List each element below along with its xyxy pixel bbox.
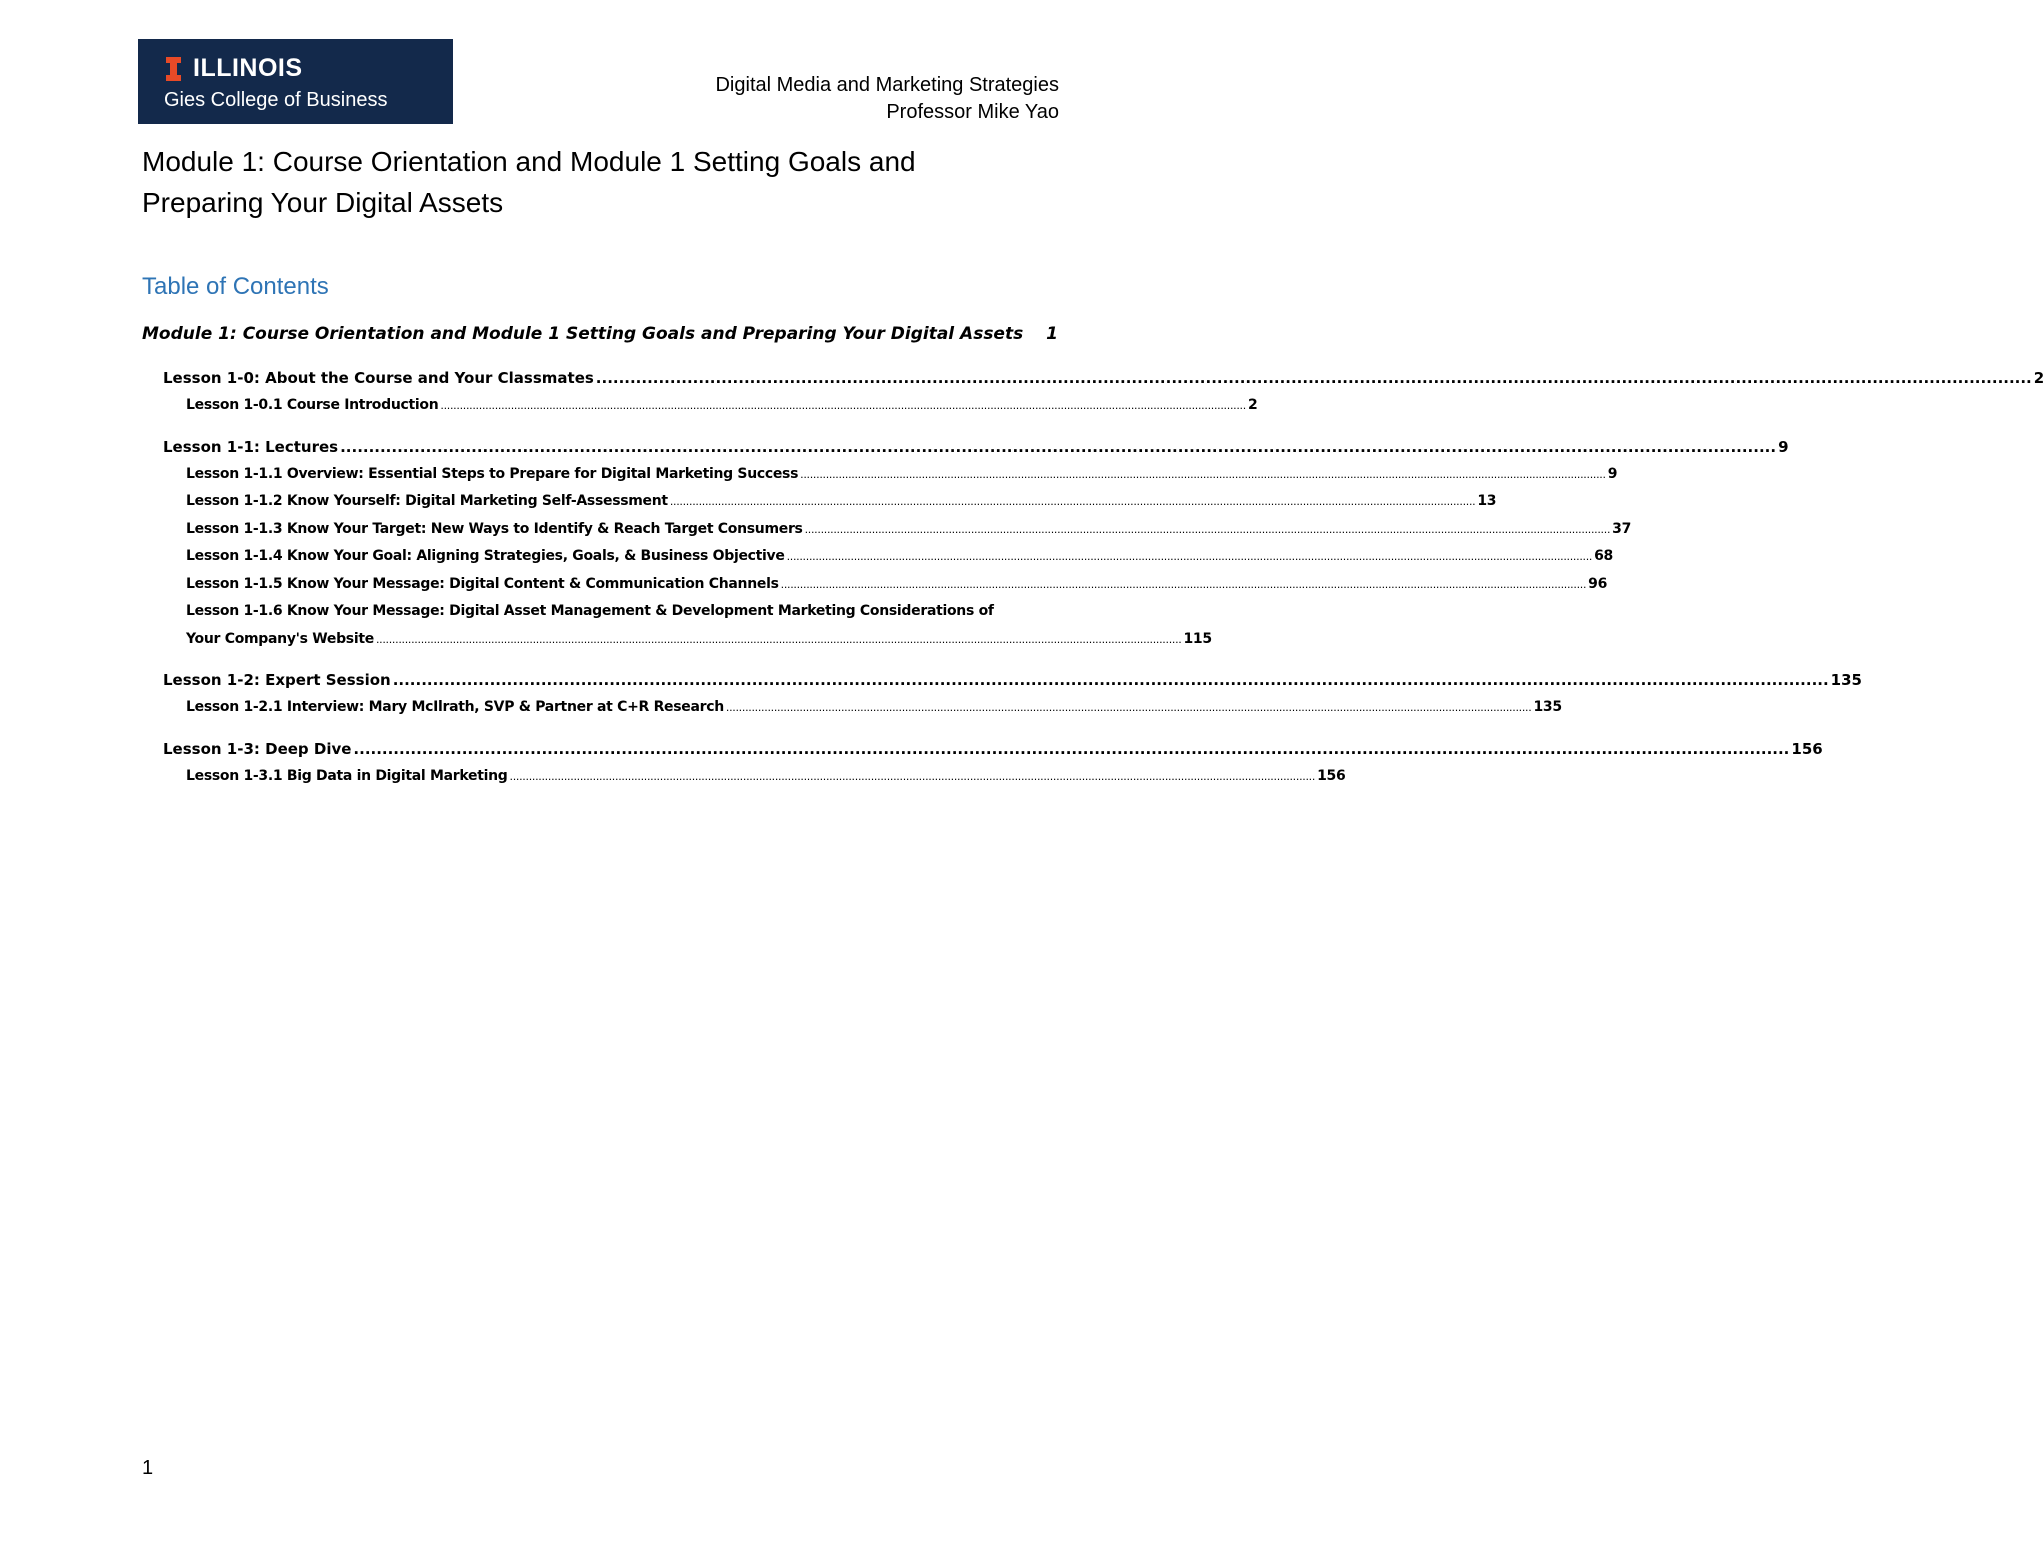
toc-leader [353,735,1789,763]
toc-entry-lesson-1-1-6-line1[interactable]: Lesson 1-1.6 Know Your Message: Digital Asset Management & Development Marketing Considerations of [186,603,994,619]
toc-entry-text: Your Company's Website [186,630,374,647]
toc-entry-text: Lesson 1-3: Deep Dive [163,739,352,758]
toc-entry-lesson-1-1-5[interactable] [142,571,1608,599]
toc-entry-text: Lesson 1-0: About the Course and Your Classmates [163,369,594,387]
toc-entry-text: Lesson 1-1.5 Know Your Message: Digital Content & Communication Channels [186,575,779,592]
toc-entry-lesson-1-1-2[interactable] [142,488,1497,516]
toc-entry-text: Lesson 1-1.1 Overview: Essential Steps to Prepare for Digital Marketing Success [186,465,799,482]
toc-entry-page: 2 [2033,369,2044,387]
toc-entry-module-1[interactable] [142,318,1058,350]
toc-entry-lesson-1-1[interactable] [142,433,1789,461]
toc-entry-lesson-1-1-6-line2[interactable] [142,626,1212,654]
toc-entry-lesson-1-3[interactable] [142,735,1823,763]
toc-entry-page: 156 [1791,739,1823,758]
illinois-gies-logo [138,39,453,124]
block-i-icon [166,57,181,81]
toc-entry-page: 1 [1046,324,1058,344]
toc-entry-text: Lesson 1-3.1 Big Data in Digital Marketing [186,767,508,784]
toc-leader [800,461,1606,489]
toc-entry-lesson-1-3-1[interactable] [142,763,1346,791]
toc-leader [510,763,1316,791]
logo-subtitle: Gies College of Business [164,89,388,111]
toc-leader [376,626,1182,654]
toc-leader [340,433,1776,461]
toc-entry-page: 68 [1594,548,1613,564]
toc-entry-text: Lesson 1-1: Lectures [163,437,339,456]
toc-entry-text: Module 1: Course Orientation and Module 1 Setting Goals and Preparing Your Digital Assets [142,324,1024,344]
toc-entry-lesson-1-1-1[interactable] [142,461,1618,489]
toc-entry-page: 135 [1533,699,1562,715]
toc-leader [440,392,1246,420]
professor-name: Professor Mike Yao [886,101,1059,123]
course-name: Digital Media and Marketing Strategies [715,74,1059,96]
toc-entry-page: 2 [1247,397,1258,413]
toc-entry-lesson-1-0[interactable] [142,364,2044,392]
toc-entry-text: Lesson 1-1.3 Know Your Target: New Ways to Identify & Reach Target Consumers [186,520,803,537]
toc-entry-text: Lesson 1-1.4 Know Your Goal: Aligning Strategies, Goals, & Business Objective [186,548,785,564]
document-header [715,72,1059,126]
toc-entry-page: 9 [1607,465,1618,482]
logo-title: ILLINOIS [193,54,303,82]
toc-entry-lesson-1-1-4[interactable] [142,543,1613,571]
toc-entry-lesson-1-2-1[interactable] [142,694,1562,722]
toc-heading: Table of Contents [142,273,329,300]
toc-entry-page: 96 [1588,575,1608,592]
toc-entry-lesson-1-0-1[interactable] [142,392,1258,420]
toc-entry-page: 156 [1317,767,1346,784]
toc-entry-text: Lesson 1-2: Expert Session [163,671,391,689]
page-number: 1 [142,1457,154,1479]
document-title: Module 1: Course Orientation and Module 1 Setting Goals and Preparing Your Digital Assets [142,146,916,218]
toc-entry-lesson-1-1-3[interactable] [142,516,1632,544]
table-of-contents [142,318,2044,790]
toc-leader [787,543,1593,571]
toc-leader [596,364,2032,392]
toc-leader [781,571,1587,599]
toc-entry-text: Lesson 1-2.1 Interview: Mary McIlrath, SVP & Partner at C+R Research [186,699,724,715]
toc-leader [393,666,1829,694]
toc-entry-text: Lesson 1-0.1 Course Introduction [186,397,439,413]
toc-entry-page: 115 [1183,630,1212,647]
toc-entry-page: 135 [1830,671,1862,689]
toc-entry-page: 37 [1612,520,1632,537]
toc-leader [670,488,1476,516]
toc-leader [805,516,1611,544]
toc-entry-lesson-1-2[interactable] [142,666,1862,694]
toc-entry-text: Lesson 1-1.2 Know Yourself: Digital Marketing Self-Assessment [186,493,668,509]
toc-entry-page: 13 [1477,493,1497,509]
toc-entry-page: 9 [1778,437,1789,456]
toc-leader [726,694,1532,722]
